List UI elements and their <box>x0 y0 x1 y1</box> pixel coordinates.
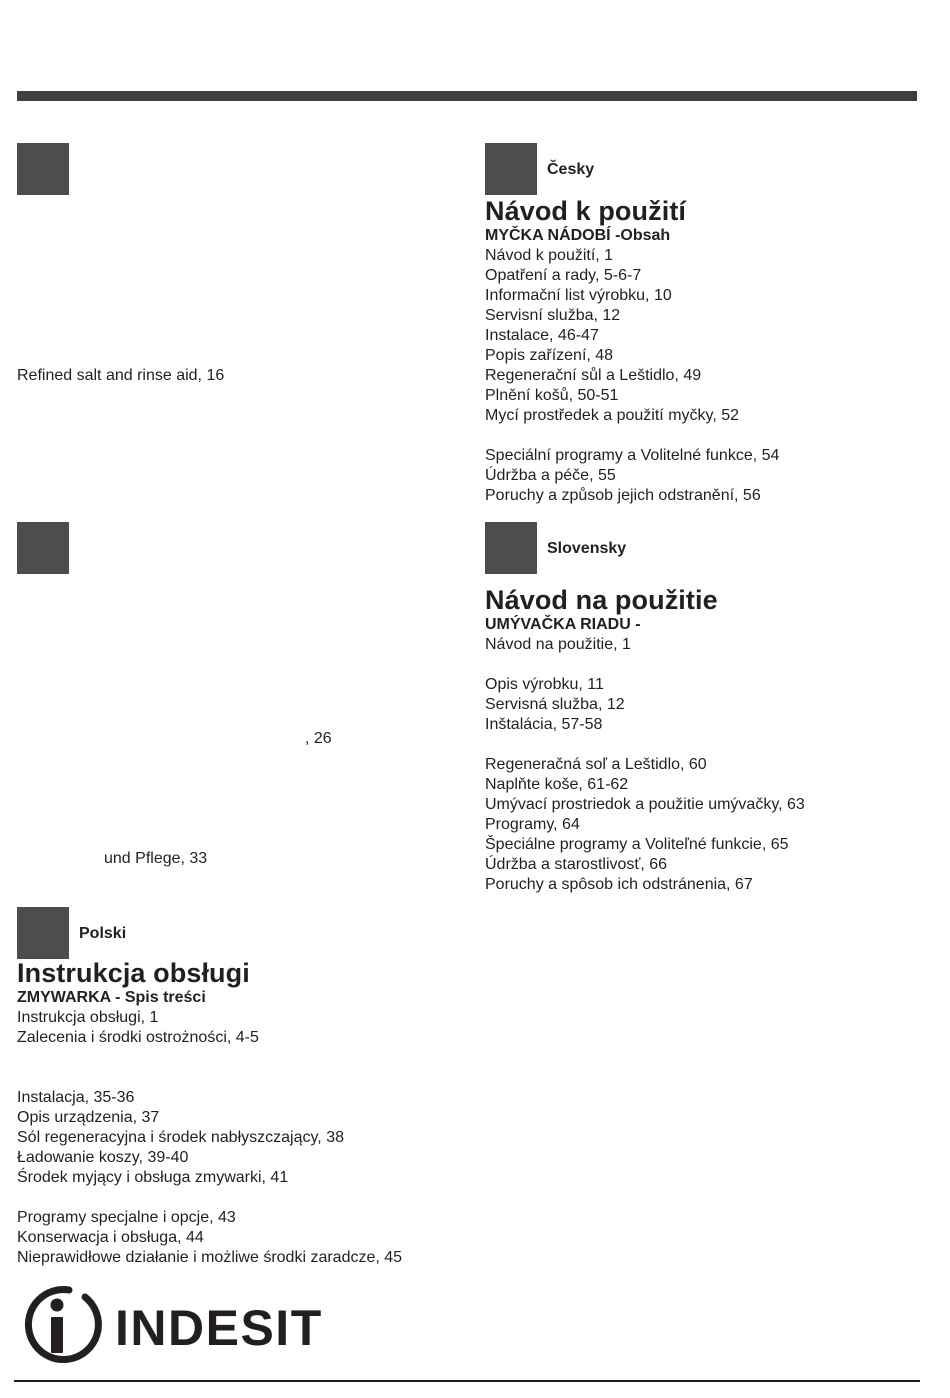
toc-item: Opis výrobku, 11 <box>485 676 604 693</box>
toc-gap <box>485 426 779 446</box>
toc-item: Regenerační sůl a Leštidlo, 49 <box>485 367 702 384</box>
toc-gap <box>485 735 805 755</box>
toc-item: Umývací prostriedok a použitie umývačky, 63 <box>485 796 805 813</box>
toc-item: Konserwacja i obsługa, 44 <box>17 1229 204 1246</box>
section-marker-square <box>485 522 537 574</box>
toc-line-salt: Refined salt and rinse aid, 16 <box>17 367 225 384</box>
toc-item: Popis zařízení, 48 <box>485 347 614 364</box>
toc-gap <box>17 1188 402 1208</box>
toc-item: Naplňte koše, 61-62 <box>485 776 629 793</box>
language-label-cesky: Česky <box>547 161 595 178</box>
section-marker-square <box>485 143 537 195</box>
logo-wordmark: INDESIT <box>115 1300 323 1356</box>
toc-line-pflege: und Pflege, 33 <box>104 850 208 867</box>
section-marker-square <box>17 143 69 195</box>
toc-item: Servisní služba, 12 <box>485 307 621 324</box>
toc-item: Informační list výrobku, 10 <box>485 287 672 304</box>
toc-list-slovensky <box>485 635 805 895</box>
toc-item: Návod na použitie, 1 <box>485 636 631 653</box>
indesit-logo <box>17 1284 327 1366</box>
toc-list-cesky <box>485 246 779 506</box>
toc-item: Środek myjący i obsługa zmywarki, 41 <box>17 1169 289 1186</box>
toc-item: Programy specjalne i opcje, 43 <box>17 1209 236 1226</box>
toc-item: Servisná služba, 12 <box>485 696 625 713</box>
toc-item: Programy, 64 <box>485 816 580 833</box>
section-polski <box>17 958 402 1268</box>
toc-item: Speciální programy a Volitelné funkce, 54 <box>485 447 780 464</box>
toc-line-page-26: , 26 <box>305 730 332 747</box>
section-slovensky <box>485 585 805 895</box>
toc-gap <box>485 655 805 675</box>
section-title: Návod na použitie <box>485 585 718 615</box>
toc-item: Plnění košů, 50-51 <box>485 387 619 404</box>
toc-item: Špeciálne programy a Voliteľné funkcie, 65 <box>485 836 789 853</box>
toc-item: Nieprawidłowe działanie i możliwe środki zaradcze, 45 <box>17 1249 403 1266</box>
section-marker-square <box>17 522 69 574</box>
toc-item: Opatření a rady, 5-6-7 <box>485 267 642 284</box>
toc-item: Inštalácia, 57-58 <box>485 716 603 733</box>
toc-item: Instalacja, 35-36 <box>17 1089 135 1106</box>
toc-item: Poruchy a spôsob ich odstránenia, 67 <box>485 876 753 893</box>
toc-item: Mycí prostředek a použití myčky, 52 <box>485 407 740 424</box>
section-marker-square <box>17 907 69 959</box>
section-title: Instrukcja obsługi <box>17 958 250 988</box>
toc-item: Zalecenia i środki ostrożności, 4-5 <box>17 1029 259 1046</box>
toc-gap <box>17 1048 402 1068</box>
section-cesky <box>485 196 779 506</box>
toc-item: Ładowanie koszy, 39-40 <box>17 1149 189 1166</box>
toc-item: Návod k použití, 1 <box>485 247 614 264</box>
toc-item: Opis urządzenia, 37 <box>17 1109 160 1126</box>
toc-list-polski <box>17 1008 402 1268</box>
bottom-rule <box>14 1380 920 1382</box>
toc-item: Sól regeneracyjna i środek nabłyszczający, 38 <box>17 1129 344 1146</box>
toc-item: Poruchy a způsob jejich odstranění, 56 <box>485 487 761 504</box>
toc-item: Instrukcja obsługi, 1 <box>17 1009 159 1026</box>
toc-item: Údržba a péče, 55 <box>485 467 616 484</box>
language-label-slovensky: Slovensky <box>547 540 627 557</box>
section-subtitle: UMÝVAČKA RIADU - <box>485 616 641 633</box>
section-subtitle: ZMYWARKA - Spis treści <box>17 989 206 1006</box>
section-title: Návod k použití <box>485 196 687 226</box>
indesit-logo-icon <box>17 1284 327 1366</box>
toc-item: Instalace, 46-47 <box>485 327 599 344</box>
top-rule <box>17 91 917 101</box>
toc-item: Údržba a starostlivosť, 66 <box>485 856 668 873</box>
language-label-polski: Polski <box>79 925 127 942</box>
toc-gap <box>17 1068 402 1088</box>
toc-item: Regeneračná soľ a Leštidlo, 60 <box>485 756 707 773</box>
section-subtitle: MYČKA NÁDOBÍ -Obsah <box>485 227 671 244</box>
